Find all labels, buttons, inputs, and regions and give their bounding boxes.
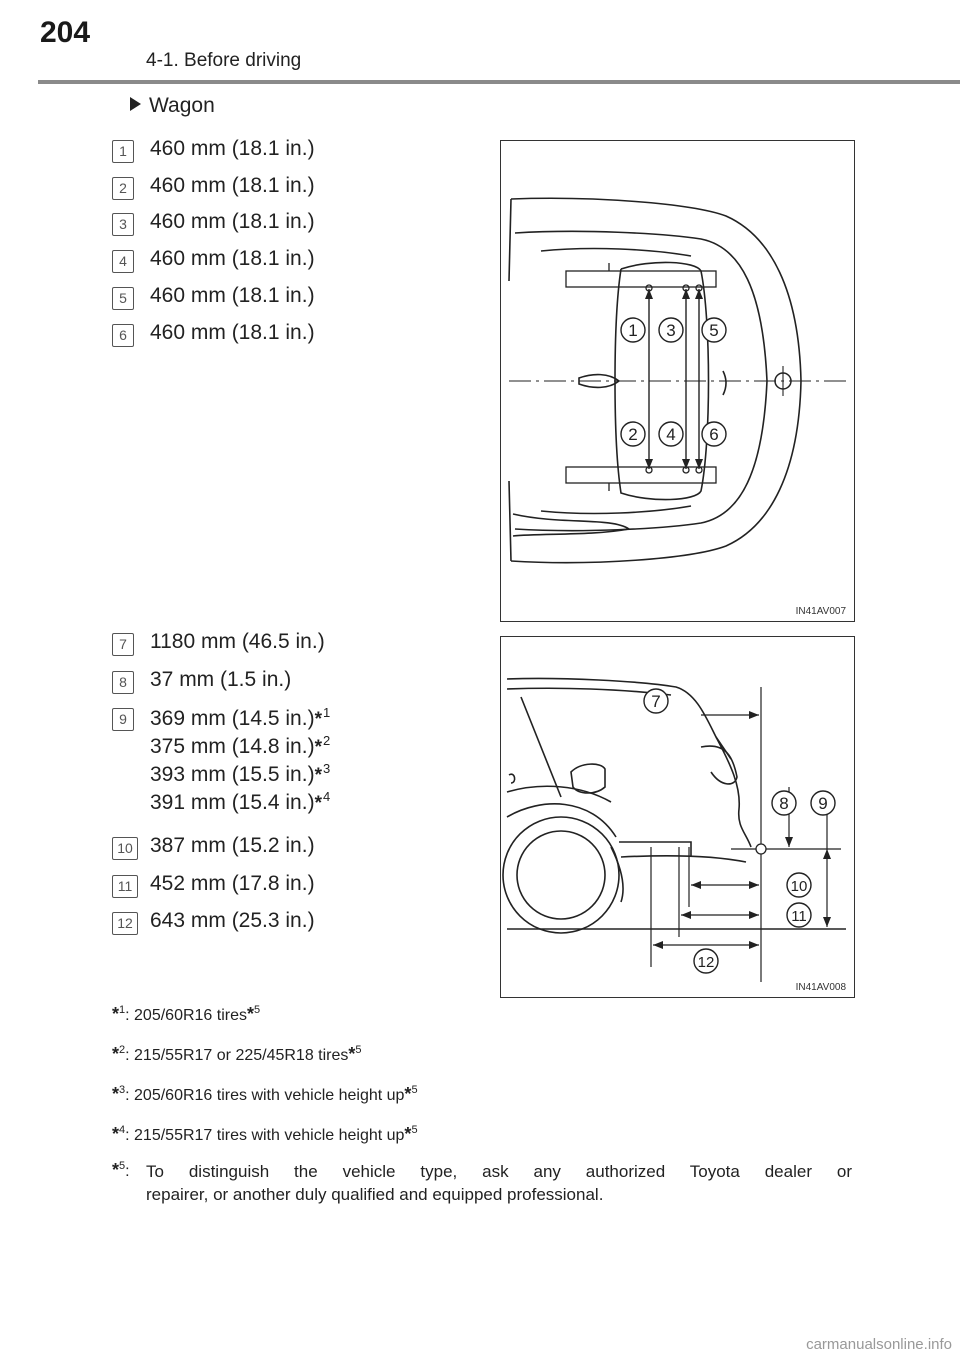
callout-label: 6 xyxy=(709,425,719,444)
measurement-text: 391 mm (15.4 in.)*$^4$ xyxy=(150,789,331,814)
callout-label: 10 xyxy=(790,878,808,895)
figure-rear-side-view xyxy=(500,636,855,998)
figure-code: IN41AV008 xyxy=(795,982,846,993)
measurement-text: 37 mm (1.5 in.) xyxy=(150,668,292,691)
callout-number-badge: 10 xyxy=(112,837,138,860)
footnote: *$^1$: 205/60R16 tires*$^5$ xyxy=(112,1004,261,1024)
footnote: *$^4$: 215/55R17 tires with vehicle height up*$^5$ xyxy=(112,1124,418,1144)
callout-label: 9 xyxy=(818,794,828,813)
measurement-text: 1180 mm (46.5 in.) xyxy=(150,630,325,653)
callout-number-badge: 1 xyxy=(112,140,134,163)
callout-number-badge: 5 xyxy=(112,287,134,310)
callout-number-badge: 7 xyxy=(112,633,134,656)
measurement-text: 643 mm (25.3 in.) xyxy=(150,909,315,932)
watermark: carmanualsonline.info xyxy=(806,1336,952,1353)
measurement-text: 460 mm (18.1 in.) xyxy=(150,137,315,160)
measurement-text: 460 mm (18.1 in.) xyxy=(150,247,315,270)
header-divider xyxy=(38,80,960,84)
callout-number-badge: 11 xyxy=(112,875,138,898)
triangle-bullet-icon xyxy=(130,97,141,111)
figure-rear-top-view xyxy=(500,140,855,622)
measurement-text: 393 mm (15.5 in.)*$^3$ xyxy=(150,761,331,786)
measurement-text: 460 mm (18.1 in.) xyxy=(150,321,315,344)
callout-number-badge: 6 xyxy=(112,324,134,347)
footnote-body: To distinguish the vehicle type, ask any authorized Toyota dealer or repairer, or another duly qualified and equipped professional. xyxy=(146,1162,852,1204)
rear-side-view-illustration xyxy=(501,637,854,997)
figure-code: IN41AV007 xyxy=(795,606,846,617)
callout-label: 7 xyxy=(651,692,661,711)
callout-label: 3 xyxy=(666,321,676,340)
footnote: *$^3$: 205/60R16 tires with vehicle height up*$^5$ xyxy=(112,1084,418,1104)
measurement-text: 452 mm (17.8 in.) xyxy=(150,872,315,895)
page-number: 204 xyxy=(40,16,91,49)
callout-label: 1 xyxy=(628,321,638,340)
rear-top-view-illustration xyxy=(501,141,854,621)
measurement-text: 460 mm (18.1 in.) xyxy=(150,210,315,233)
section-title: 4-1. Before driving xyxy=(146,50,302,71)
callout-label: 4 xyxy=(666,425,676,444)
measurement-text: 460 mm (18.1 in.) xyxy=(150,284,315,307)
callout-number-badge: 8 xyxy=(112,671,134,694)
callout-label: 5 xyxy=(709,321,719,340)
measurement-text: 387 mm (15.2 in.) xyxy=(150,834,315,857)
callout-label: 8 xyxy=(779,794,789,813)
callout-number-badge: 2 xyxy=(112,177,134,200)
callout-label: 12 xyxy=(697,954,715,971)
callout-label: 2 xyxy=(628,425,638,444)
callout-number-badge: 3 xyxy=(112,213,134,236)
callout-number-badge: 12 xyxy=(112,912,138,935)
callout-number-badge: 4 xyxy=(112,250,134,273)
subheading xyxy=(130,94,215,118)
measurement-text: 369 mm (14.5 in.)*$^1$ xyxy=(150,705,331,730)
subheading-text: Wagon xyxy=(149,94,215,117)
footnote: *$^2$: 215/55R17 or 225/45R18 tires*$^5$ xyxy=(112,1044,362,1064)
footnote: *$^5$: xyxy=(112,1160,130,1180)
measurement-text: 375 mm (14.8 in.)*$^2$ xyxy=(150,733,331,758)
measurement-text: 460 mm (18.1 in.) xyxy=(150,174,315,197)
callout-label: 11 xyxy=(791,908,807,925)
callout-number-badge: 9 xyxy=(112,708,134,731)
